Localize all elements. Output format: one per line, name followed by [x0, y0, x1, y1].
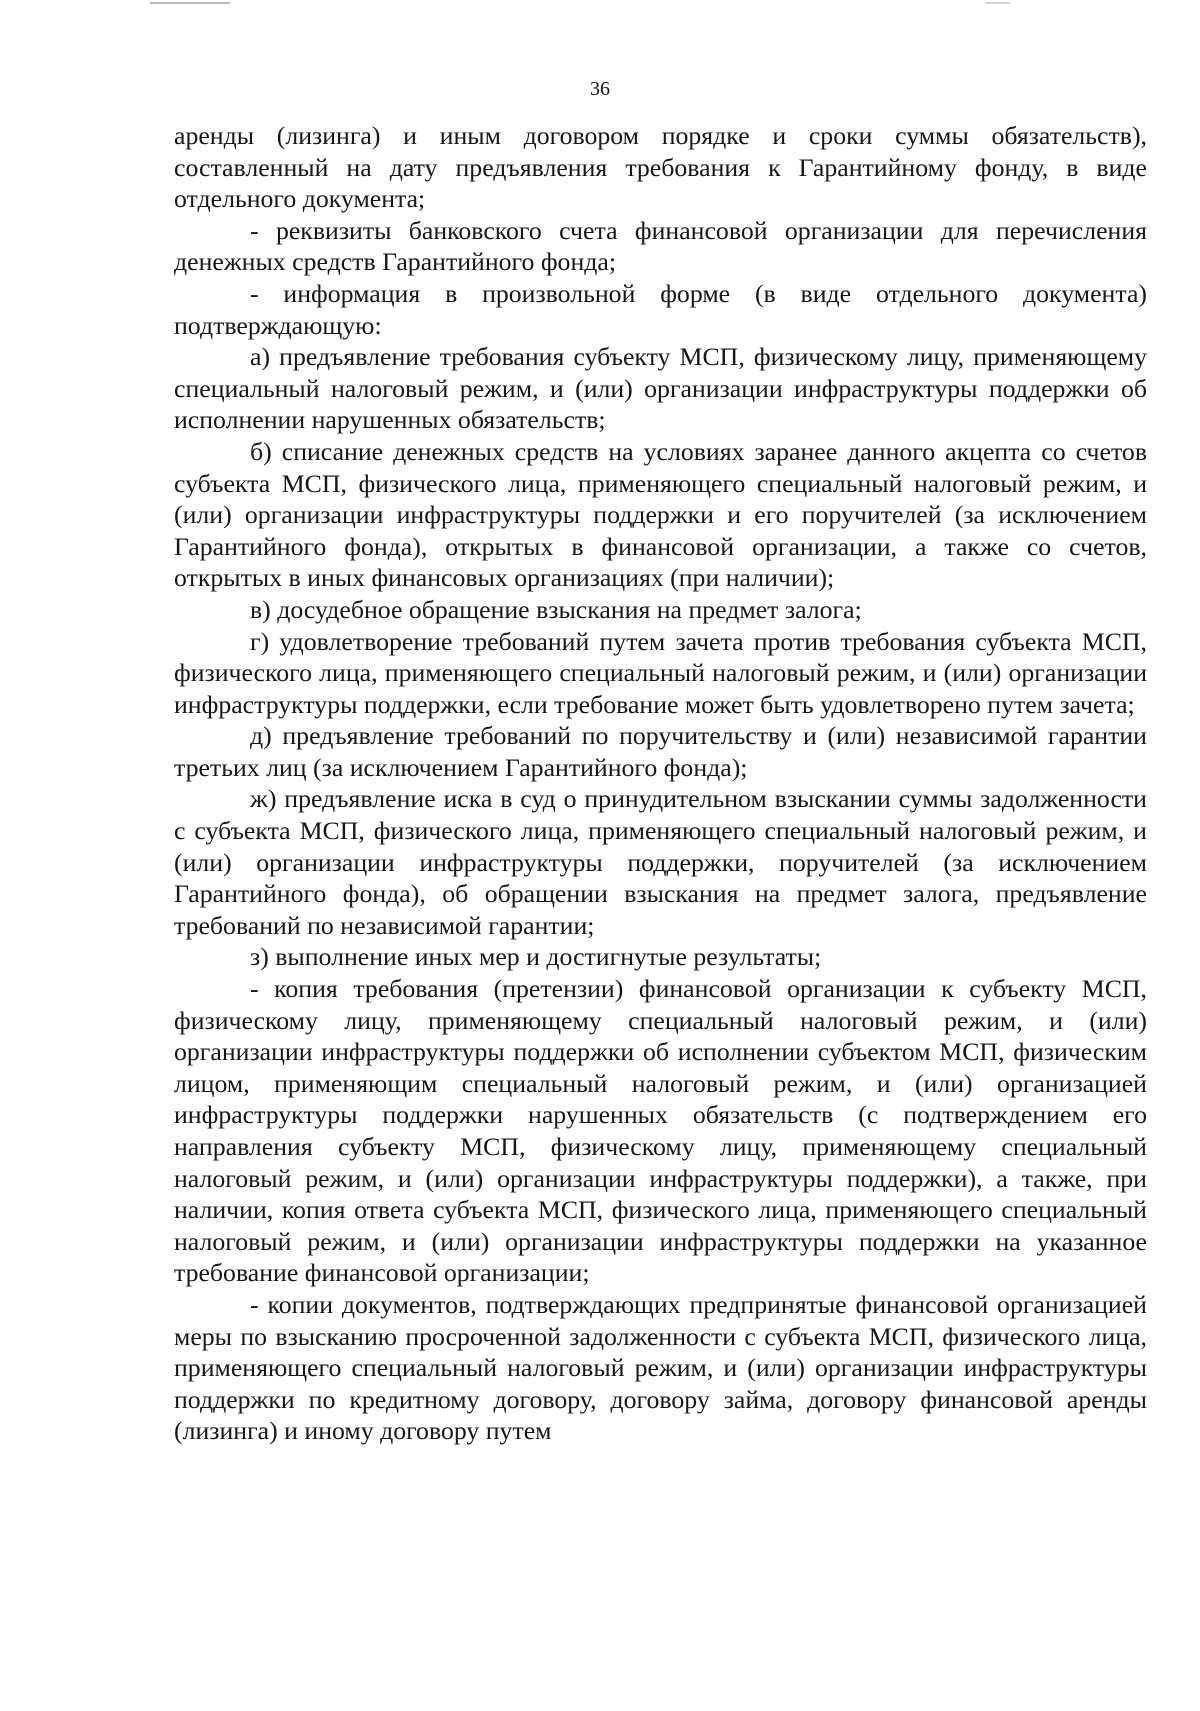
page-number: 36: [590, 78, 610, 100]
list-item-b: б) списание денежных средств на условиях заранее данного акцепта со счетов субъекта МСП, физического лица, применяющего специальный налоговый режим, и (или) организации инфраструктуры поддержки и его поручителей (за исключением Гарантийного фонда), открытых в финансовой организации, а также со счетов, открытых в иных финансовых организациях (при наличии);: [174, 436, 1147, 593]
list-item-g: г) удовлетворение требований путем зачета против требования субъекта МСП, физического лица, применяющего специальный налоговый режим, и (или) организации инфраструктуры поддержки, если требование может быть удовлетворено путем зачета;: [174, 626, 1147, 719]
list-item-d: д) предъявление требований по поручительству и (или) независимой гарантии третьих лиц (за исключением Гарантийного фонда);: [174, 721, 1147, 782]
scan-artifact: [150, 2, 230, 4]
list-item-zh: ж) предъявление иска в суд о принудительном взыскании суммы задолженности с субъекта МСП, физического лица, применяющего специальный налоговый режим, и (или) организации инфраструктуры поддержки, поручителей (за исключением Гарантийного фонда), об обращении взыскания на предмет залога, предъявление требований по независимой гарантии;: [174, 784, 1147, 940]
scan-artifact: [985, 2, 1010, 4]
paragraph-document-copies: - копии документов, подтверждающих предпринятые финансовой организацией меры по взысканию просроченной задолженности с субъекта МСП, физического лица, применяющего специальный налоговый режим, и (или) организации инфраструктуры поддержки по кредитному договору, договору займа, договору финансовой аренды (лизинга) и иному договору путем: [174, 1289, 1147, 1446]
paragraph-continuation: аренды (лизинга) и иным договором порядке и сроки суммы обязательств), составленный на дату предъявления требования к Гарантийному фонду, в виде отдельного документа;: [174, 121, 1147, 214]
paragraph-information: - информация в произвольной форме (в виде отдельного документа) подтверждающую:: [174, 278, 1147, 340]
paragraph-claim-copy: - копия требования (претензии) финансовой организации к субъекту МСП, физическому лицу, применяющему специальный налоговый режим, и (или) организации инфраструктуры поддержки об исполнении субъектом МСП, физическим лицом, применяющим специальный налоговый режим, и (или) организацией инфраструктуры поддержки нарушенных обязательств (с подтверждением его направления субъекту МСП, физическому лицу, применяющему специальный налоговый режим, и (или) организации инфраструктуры поддержки), а также, при наличии, копия ответа субъекта МСП, физического лица, применяющего специальный налоговый режим, и (или) организации инфраструктуры поддержки на указанное требование финансовой организации;: [174, 974, 1147, 1288]
document-body: [174, 120, 1147, 1447]
list-item-z: з) выполнение иных мер и достигнутые результаты;: [250, 942, 822, 972]
list-item-v: в) досудебное обращение взыскания на предмет залога;: [250, 594, 862, 624]
list-item-a: а) предъявление требования субъекту МСП, физическому лицу, применяющему специальный налоговый режим, и (или) организации инфраструктуры поддержки об исполнении нарушенных обязательств;: [174, 342, 1147, 435]
paragraph-bank-details: - реквизиты банковского счета финансовой организации для перечисления денежных средств Гарантийного фонда;: [174, 215, 1147, 277]
